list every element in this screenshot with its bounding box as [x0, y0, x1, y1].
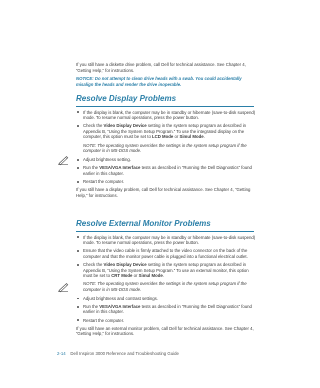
list-item: Adjust brightness and contrast settings.: [76, 296, 256, 302]
list-item: Restart the computer.: [76, 318, 256, 324]
external-monitor-section: [76, 219, 256, 337]
list-item: If the display is blank, the computer may be in standby or hibernate (save-to-disk suspend) mode. To resume normal operations, press the power button.: [76, 110, 256, 121]
notice-text: NOTICE: Do not attempt to clean drive heads with a swab. You could accidentally misalign the heads and render the drive inoperable.: [76, 76, 242, 87]
note-text: NOTE: The operating system overrides the settings in the system setup program if the computer is in MS-DOS mode.: [83, 142, 247, 154]
list-item: Check the Video Display Device setting in the system setup program as described in Appendix B, “Using the System Setup Program.” To use the integrated display on the computer, this option must be set to LCD Mode or Simul Mode.: [76, 123, 256, 140]
list-item: Run the VESA/VGA Interface tests as described in “Running the Dell Diagnostics” found earlier in this chapter.: [76, 165, 256, 176]
section-rule: [76, 231, 254, 232]
section-rule: [76, 106, 254, 107]
list-item: Restart the computer.: [76, 179, 256, 185]
note-pencil-icon: [57, 282, 69, 293]
section-heading-display: Resolve Display Problems: [76, 94, 177, 103]
list-item: Ensure that the video cable is firmly attached to the video connector on the back of the computer and that the monitor power cable is plugged into a functional electrical outlet.: [76, 248, 256, 259]
list-item: If the display is blank, the computer may be in standby or hibernate (save-to-disk suspend) mode. To resume normal operations, press the power button.: [76, 235, 256, 246]
monitor-steps-list: [76, 235, 256, 279]
note-pencil-icon: [57, 155, 69, 166]
display-steps-list-continued: [76, 157, 256, 185]
page-number: 2-14: [57, 351, 66, 356]
footer-title: Dell Inspiron 3000 Reference and Troubleshooting Guide: [70, 351, 179, 356]
closing-paragraph: If you still have a display problem, call Dell for technical assistance. See Chapter 4, “Getting Help,” for instructions.: [76, 187, 251, 198]
display-problems-section: [76, 94, 256, 198]
intro-block: [76, 62, 256, 87]
list-item: Adjust brightness setting.: [76, 157, 256, 163]
display-steps-list: [76, 110, 256, 141]
list-item: Run the VESA/VGA Interface tests as described in “Running the Dell Diagnostics” found earlier in this chapter.: [76, 304, 256, 315]
intro-paragraph: If you still have a diskette drive problem, call Dell for technical assistance. See Chapter 4, “Getting Help,” for instructions.: [76, 62, 246, 73]
page-footer: [57, 351, 179, 356]
closing-paragraph: If you still have an external monitor problem, call Dell for technical assistance. See Chapter 4, “Getting Help,” for instructions.: [76, 325, 254, 337]
note-text: NOTE: The operating system overrides the settings in the system setup program if the computer is in MS-DOS mode.: [83, 281, 247, 293]
list-item: Check the Video Display Device setting in the system setup program as described in Appendix B, “Using the System Setup Program.” To use an external monitor, this option must be set to CRT Mode or Simul Mode.: [76, 262, 256, 279]
monitor-steps-list-continued: [76, 296, 256, 324]
section-heading-external-monitor: Resolve External Monitor Problems: [76, 219, 211, 228]
